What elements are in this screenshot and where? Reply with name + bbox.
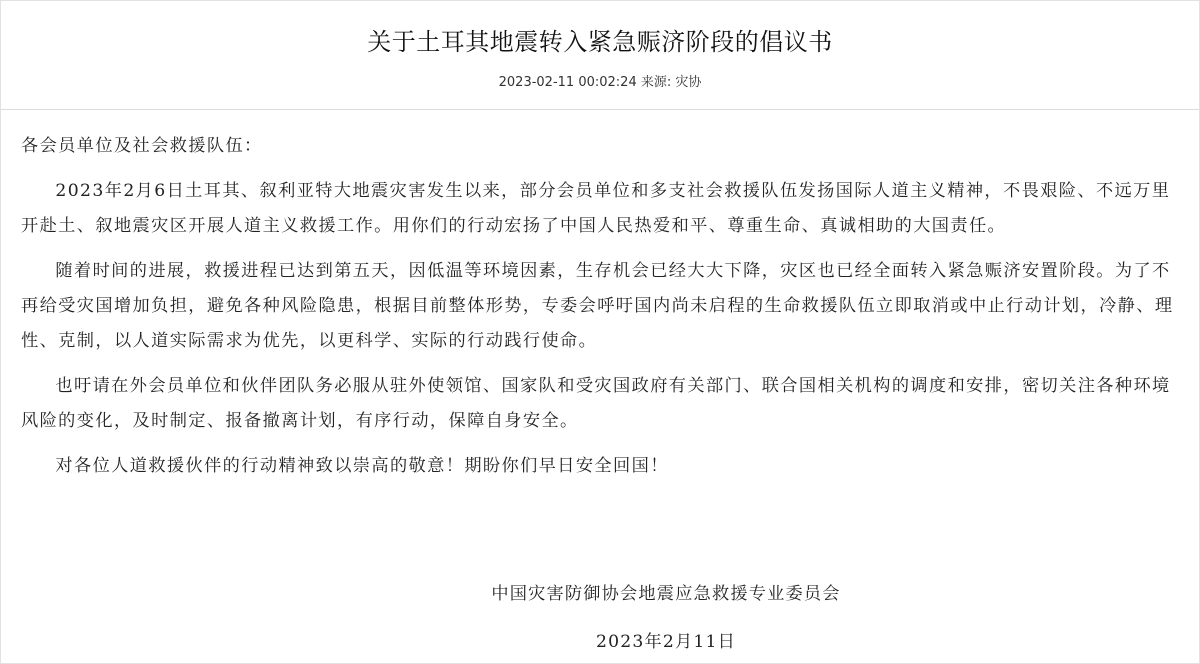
- article-meta: 2023-02-11 00:02:24 来源: 灾协: [498, 75, 702, 90]
- page-title: 关于土耳其地震转入紧急赈济阶段的倡议书: [367, 28, 833, 56]
- paragraph-4: 对各位人道救援伙伴的行动精神致以崇高的敬意！期盼你们早日安全回国！: [55, 456, 669, 476]
- paragraph-2: 随着时间的进展，救援进程已达到第五天，因低温等环境因素，生存机会已经大大下降，灾区也已经全面转入紧急赈济安置阶段。为了不再给受灾国增加负担，避免各种风险隐患，根据目前整体形势，专委会呼吁国内尚未启程的生命救援队伍立即取消或中止行动计划，冷静、理性、克制，以人道实际需求为优先，以更科学、实际的行动践行使命。: [21, 261, 1174, 351]
- article-header: [1, 1, 1199, 110]
- article-body: [21, 129, 1181, 484]
- salutation: 各会员单位及社会救援队伍：: [21, 136, 263, 156]
- paragraph-1: 2023年2月6日土耳其、叙利亚特大地震灾害发生以来，部分会员单位和多支社会救援队伍发扬国际人道主义精神，不畏艰险、不远万里开赴土、叙地震灾区开展人道主义救援工作。用你们的行动宏扬了中国人民热爱和平、尊重生命、真诚相助的大国责任。: [21, 181, 1171, 236]
- signature-date: 2023年2月11日: [595, 632, 737, 652]
- signature-organization: 中国灾害防御协会地震应急救援专业委员会: [491, 584, 841, 604]
- paragraph-3: 也吁请在外会员单位和伙伴团队务必服从驻外使领馆、国家队和受灾国政府有关部门、联合国相关机构的调度和安排，密切关注各种环境风险的变化，及时制定、报备撤离计划，有序行动，保障自身安全。: [21, 376, 1171, 431]
